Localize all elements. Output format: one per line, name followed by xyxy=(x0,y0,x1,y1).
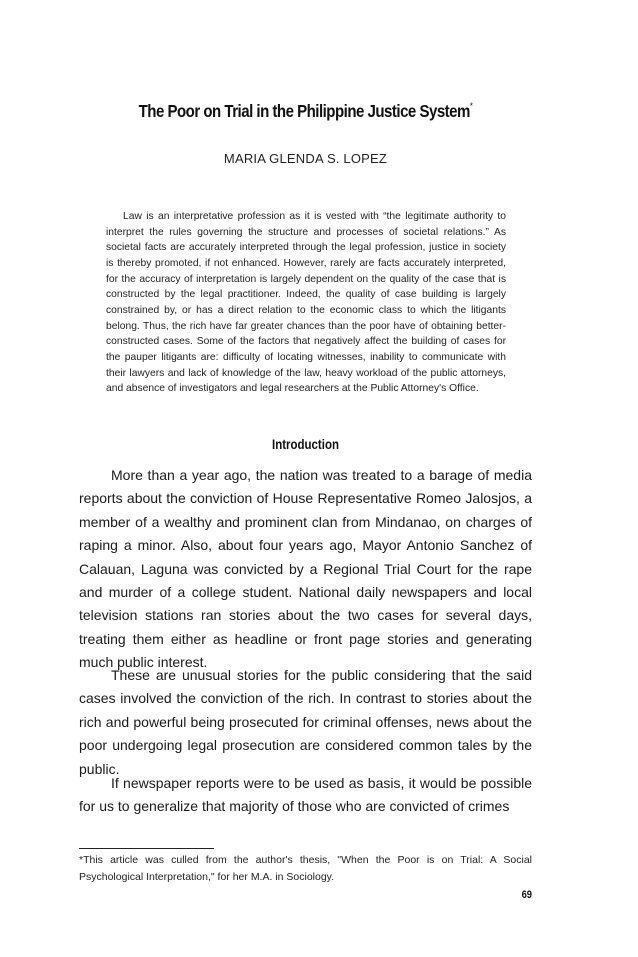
abstract: Law is an interpretative profession as it is vested with “the legitimate authority to interpret the rules governing the structure and processes of societal relations.” As societal facts are accurately interpreted through the legal profession, justice in society is thereby promoted, if not enhanced. However, rarely are facts accurately interpreted, for the accuracy of interpretation is largely dependent on the quality of the case that is constructed by the legal practitioner. Indeed, the quality of case building is largely constrained by, or has a direct relation to the economic class to which the litigants belong. Thus, the rich have far greater chances than the poor have of obtaining better-constructed cases. Some of the factors that negatively affect the building of cases for the pauper litigants are: difficulty of locating witnesses, inability to communicate with their lawyers and lack of knowledge of the law, heavy workload of the public attorneys, and absence of investigators and legal researchers at the Public Attorney's Office. xyxy=(106,211,506,395)
body-paragraph-2: These are unusual stories for the public considering that the said cases involved the conviction of the rich. In contrast to stories about the rich and powerful being prosecuted for criminal offenses, news about the poor undergoing legal prosecution are considered common tales by the public. xyxy=(79,667,532,777)
body-paragraph-1: More than a year ago, the nation was treated to a barage of media reports about the conviction of House Representative Romeo Jalosjos, a member of a wealthy and prominent clan from Mindanao, on charges of raping a minor. Also, about four years ago, Mayor Antonio Sanchez of Calauan, Laguna was convicted by a Regional Trial Court for the rape and murder of a college student. National daily newspapers and local television stations ran stories about the two cases for several days, treating them either as headline or front page stories and generating much public interest. xyxy=(79,467,532,671)
page-number: 69 xyxy=(521,889,532,901)
footnote-divider xyxy=(79,848,214,849)
body-paragraph-3: If newspaper reports were to be used as basis, it would be possible for us to generalize that majority of those who are convicted of crimes xyxy=(79,775,532,815)
section-heading: Introduction xyxy=(272,436,339,452)
footnote: *This article was culled from the author's thesis, "When the Poor is on Trial: A Social Psychological Interpretation," for her M.A. in Sociology. xyxy=(79,854,532,883)
title-footnote-mark: * xyxy=(469,101,473,111)
article-title-text: The Poor on Trial in the Philippine Justice System xyxy=(138,101,470,121)
author-name: MARIA GLENDA S. LOPEZ xyxy=(223,151,388,166)
article-title xyxy=(110,101,501,122)
